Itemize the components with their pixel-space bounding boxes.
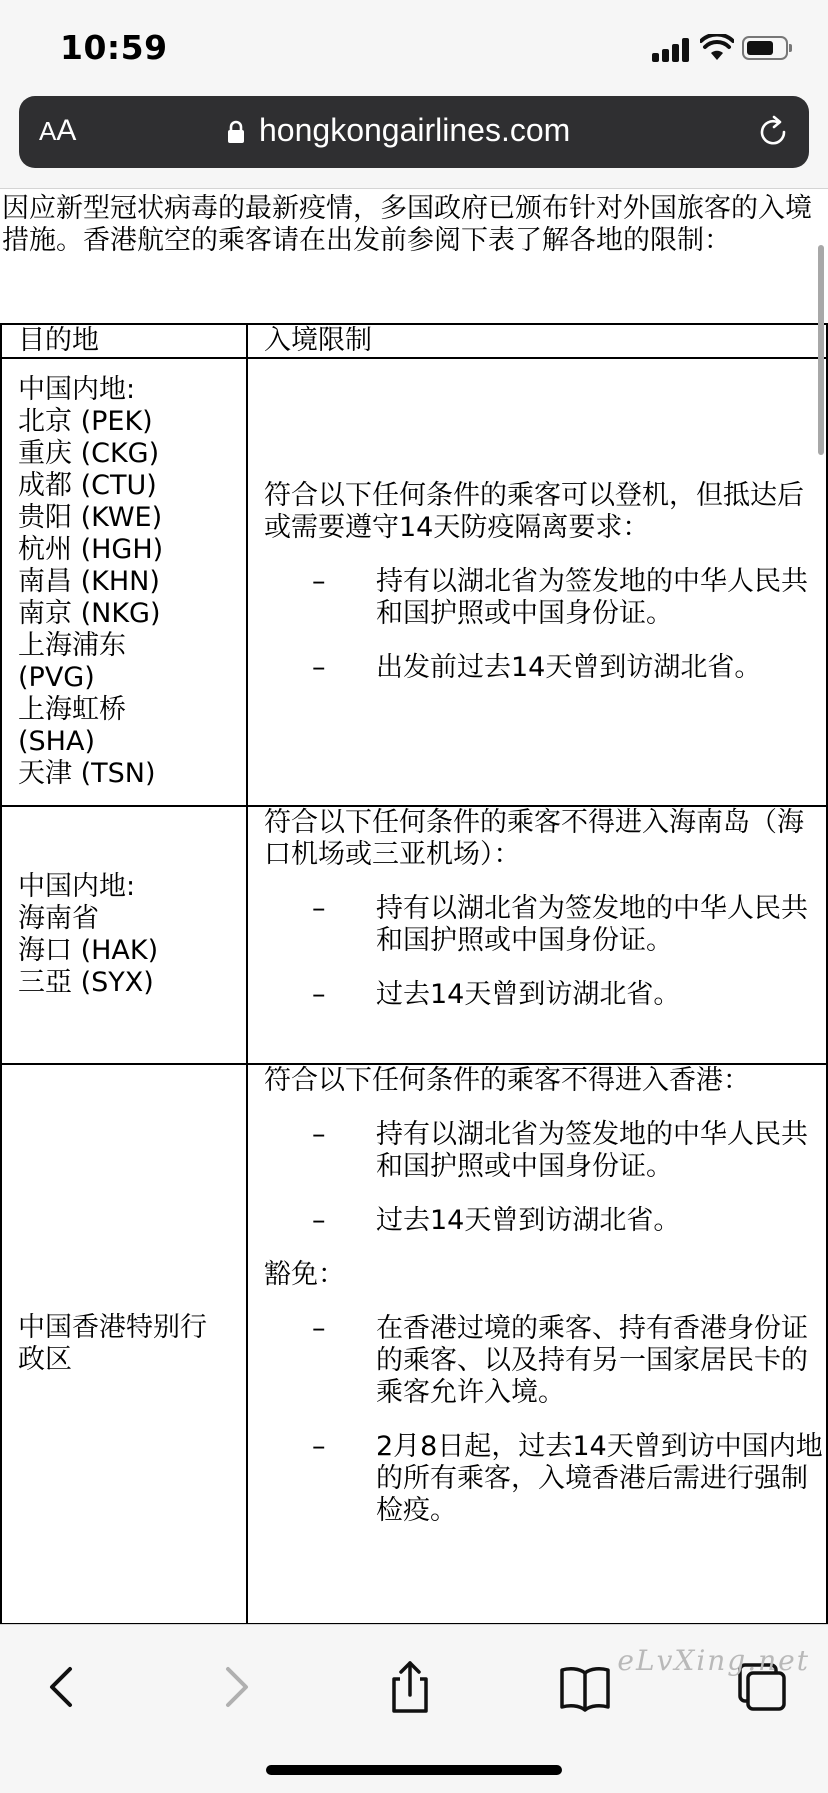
- bullet-dash: –: [312, 652, 326, 683]
- status-time: 10:59: [60, 28, 168, 67]
- bullet-dash: –: [312, 1313, 326, 1344]
- bullet-dash: –: [312, 1431, 326, 1462]
- exemption-bullet: [264, 1431, 826, 1527]
- text-size-button[interactable]: [39, 114, 76, 148]
- destination-line: 南昌 (KHN): [18, 566, 160, 597]
- bullet-dash: –: [312, 979, 326, 1010]
- destination-line: 重庆 (CKG): [18, 438, 160, 469]
- destination-line: 上海虹桥: [18, 694, 126, 725]
- destination-line: 三亞 (SYX): [18, 967, 154, 998]
- bullet-dash: –: [312, 1119, 326, 1150]
- cellular-signal-icon: [652, 38, 692, 62]
- bullet-dash: –: [312, 1205, 326, 1236]
- home-indicator[interactable]: [266, 1765, 562, 1775]
- bullet-text: 2月8日起，过去14天曾到访中国内地的所有乘客，入境香港后需进行强制检疫。: [376, 1431, 823, 1526]
- text-size-big-glyph: A: [56, 114, 77, 147]
- bullet-text: 在香港过境的乘客、持有香港身份证的乘客、以及持有另一国家居民卡的乘客允许入境。: [376, 1313, 808, 1408]
- bullet-text: 出发前过去14天曾到访湖北省。: [376, 652, 762, 683]
- destination-line: 中国内地:: [18, 374, 136, 405]
- destination-line: 海口 (HAK): [18, 935, 159, 966]
- destination-line: (PVG): [18, 662, 95, 693]
- restriction-cell: [247, 1064, 827, 1624]
- destination-cell: [1, 806, 247, 1064]
- table-row: [1, 1064, 827, 1624]
- restriction-cell: [247, 806, 827, 1064]
- restriction-intro: 符合以下任何条件的乘客不得进入海南岛（海口机场或三亚机场）：: [264, 807, 804, 870]
- destination-line: 海南省: [18, 903, 99, 934]
- wifi-icon: [700, 34, 734, 62]
- restriction-cell: [247, 358, 827, 806]
- exemption-bullet: [264, 1313, 826, 1409]
- web-content[interactable]: [0, 189, 828, 1624]
- text-size-small-glyph: A: [39, 116, 57, 146]
- destination-line: 中国香港特别行政区: [18, 1312, 207, 1375]
- table-row: [1, 806, 827, 1064]
- battery-icon: [742, 36, 788, 60]
- share-icon[interactable]: [380, 1657, 440, 1717]
- restriction-intro: 符合以下任何条件的乘客不得进入香港：: [264, 1065, 750, 1096]
- bookmarks-icon[interactable]: [555, 1657, 615, 1717]
- scroll-indicator[interactable]: [818, 245, 824, 455]
- restriction-bullet: [264, 1205, 826, 1237]
- bullet-dash: –: [312, 893, 326, 924]
- intro-paragraph: 因应新型冠状病毒的最新疫情，多国政府已颁布针对外国旅客的入境措施。香港航空的乘客请在出发前参阅下表了解各地的限制：: [2, 193, 812, 256]
- destination-line: 成都 (CTU): [18, 470, 157, 501]
- lock-icon: [227, 120, 245, 144]
- destination-cell: [1, 358, 247, 806]
- bullet-text: 持有以湖北省为签发地的中华人民共和国护照或中国身份证。: [376, 893, 808, 956]
- address-bar[interactable]: [19, 96, 809, 168]
- restriction-bullet: [264, 979, 826, 1011]
- bullet-dash: –: [312, 566, 326, 597]
- bullet-text: 持有以湖北省为签发地的中华人民共和国护照或中国身份证。: [376, 1119, 808, 1182]
- destination-line: 北京 (PEK): [18, 406, 153, 437]
- forward-icon[interactable]: [206, 1657, 266, 1717]
- bullet-text: 持有以湖北省为签发地的中华人民共和国护照或中国身份证。: [376, 566, 808, 629]
- destination-line: 中国内地:: [18, 871, 136, 902]
- table-row: [1, 358, 827, 806]
- exemption-label: 豁免：: [264, 1259, 345, 1290]
- restriction-intro: 符合以下任何条件的乘客可以登机，但抵达后或需要遵守14天防疫隔离要求：: [264, 480, 804, 543]
- url-text[interactable]: hongkongairlines.com: [259, 112, 571, 148]
- destination-line: 天津 (TSN): [18, 758, 156, 789]
- back-icon[interactable]: [32, 1657, 92, 1717]
- destination-line: 贵阳 (KWE): [18, 502, 163, 533]
- destination-cell: [1, 1064, 247, 1624]
- destination-line: 杭州 (HGH): [18, 534, 164, 565]
- restriction-bullet: [264, 893, 826, 957]
- status-bar: [0, 0, 828, 96]
- destination-line: 上海浦东: [18, 630, 126, 661]
- table-header-row: [1, 324, 827, 358]
- restriction-bullet: [264, 566, 826, 630]
- bullet-text: 过去14天曾到访湖北省。: [376, 1205, 681, 1236]
- header-destination: 目的地: [1, 324, 247, 358]
- restriction-bullet: [264, 652, 826, 684]
- entry-restrictions-table: [0, 323, 828, 1624]
- destination-line: (SHA): [18, 726, 95, 757]
- watermark: eLvXing.net: [617, 1644, 810, 1677]
- header-restriction: 入境限制: [247, 324, 827, 358]
- bullet-text: 过去14天曾到访湖北省。: [376, 979, 681, 1010]
- destination-line: 南京 (NKG): [18, 598, 161, 629]
- reload-icon[interactable]: [755, 114, 791, 150]
- restriction-bullet: [264, 1119, 826, 1183]
